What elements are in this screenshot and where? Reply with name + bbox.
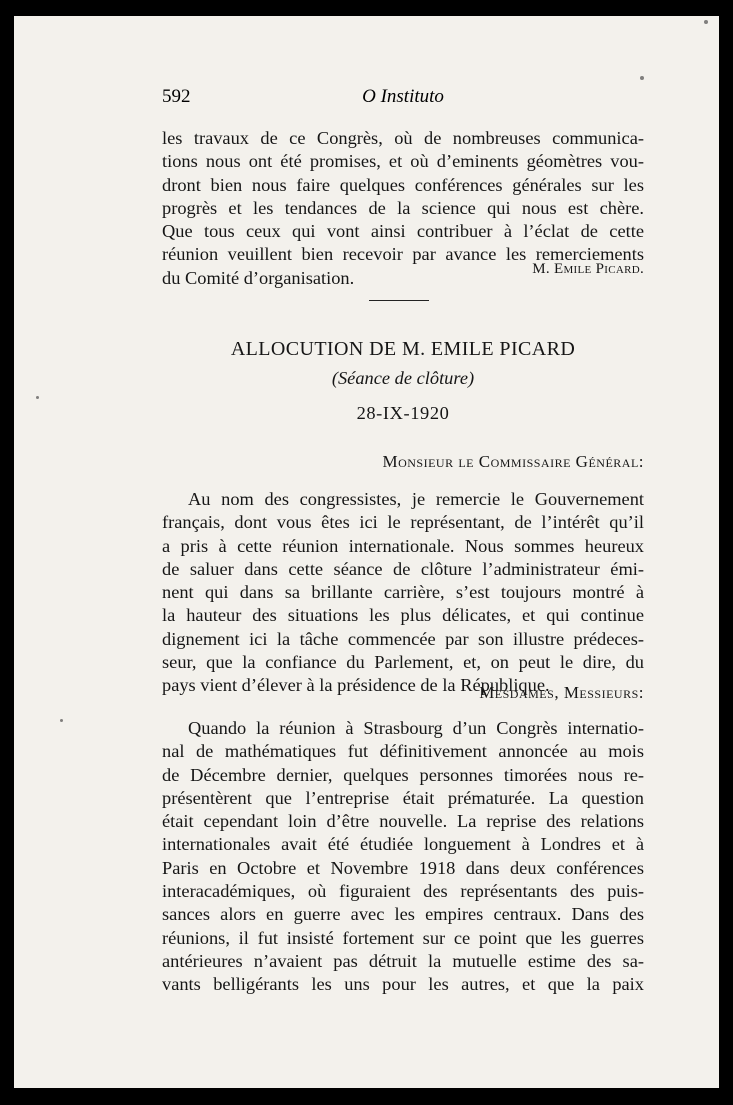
text-line: français, dont vous êtes ici le représentant, de l’intérêt qu’il [162,512,644,533]
salutation-commissaire: Monsieur le Commissaire Général: [382,452,644,471]
paragraph-commissaire [162,488,644,698]
text-line: du Comité d’organisation. [162,267,355,288]
page-sheet [14,16,719,1088]
text-line: a pris à cette réunion internationale. Nous sommes heureux [162,535,644,556]
running-title: O Instituto [362,86,444,107]
text-line: réunions, il fut insisté fortement sur ce point que les guerres [162,927,644,948]
signature [162,261,644,278]
text-line: présentèrent que l’entreprise était prématurée. La question [162,787,644,808]
text-line: internationales avait été étudiée longuement à Londres et à [162,834,644,855]
paper-speck [60,719,63,722]
text-line: vants belligérants les uns pour les autres, et que la paix [162,974,644,995]
paragraph-congres [162,717,644,997]
running-header [162,86,644,114]
text-line: tions nous ont été promises, et où d’eminents géomètres vou- [162,151,644,172]
text-line: pays vient d’élever à la présidence de la République. [162,675,550,696]
text-line: était cependant loin d’être nouvelle. La reprise des relations [162,811,644,832]
text-line: Que tous ceux qui vont ainsi contribuer à l’éclat de cette [162,221,644,242]
text-line: nal de mathématiques fut définitivement annoncée au mois [162,741,644,762]
page-number: 592 [162,86,191,107]
text-line: de Décembre dernier, quelques personnes timorées nous re- [162,764,644,785]
text-line: dront bien nous faire quelques conférences générales sur les [162,174,644,195]
text-line: Quando la réunion à Strasbourg d’un Congrès internatio- [188,718,644,738]
salutation-mesdames: Mesdames, Messieurs: [479,683,644,702]
signature-text: M. Emile Picard. [532,261,644,277]
text-line: sances alors en guerre avec les empires centraux. Dans des [162,904,644,925]
session-subtitle: (Séance de clôture) [331,368,475,388]
text-line: interacadémiques, où figuraient des représentants des puis- [162,881,644,902]
text-line: nent qui dans sa brillante carrière, s’est toujours montré à [162,582,644,603]
text-line: la hauteur des situations les plus délicates, et qui continue [162,605,644,626]
text-line: réunion veuillent bien recevoir par avance les remerciements [162,244,644,265]
section-divider [369,300,429,301]
text-line: antérieures n’avaient pas détruit la mutuelle estime des sa- [162,950,644,971]
section-title: ALLOCUTION DE M. EMILE PICARD [230,338,576,360]
text-line: seur, que la confiance du Parlement, et, on peut le dire, du [162,652,644,673]
paper-speck [640,76,644,80]
text-line: les travaux de ce Congrès, où de nombreuses communica- [162,128,644,148]
text-line: Au nom des congressistes, je remercie le Gouvernement [188,489,644,509]
paper-speck [704,20,708,24]
paper-speck [36,396,39,399]
text-line: progrès et les tendances de la science qui nous est chère. [162,197,644,218]
text-line: de saluer dans cette séance de clôture l’administrateur émi- [162,558,644,579]
session-date: 28-IX-1920 [356,403,450,423]
text-line: Paris en Octobre et Novembre 1918 dans deux conférences [162,857,644,878]
text-line: dignement ici la tâche commencée par son illustre prédeces- [162,628,644,649]
